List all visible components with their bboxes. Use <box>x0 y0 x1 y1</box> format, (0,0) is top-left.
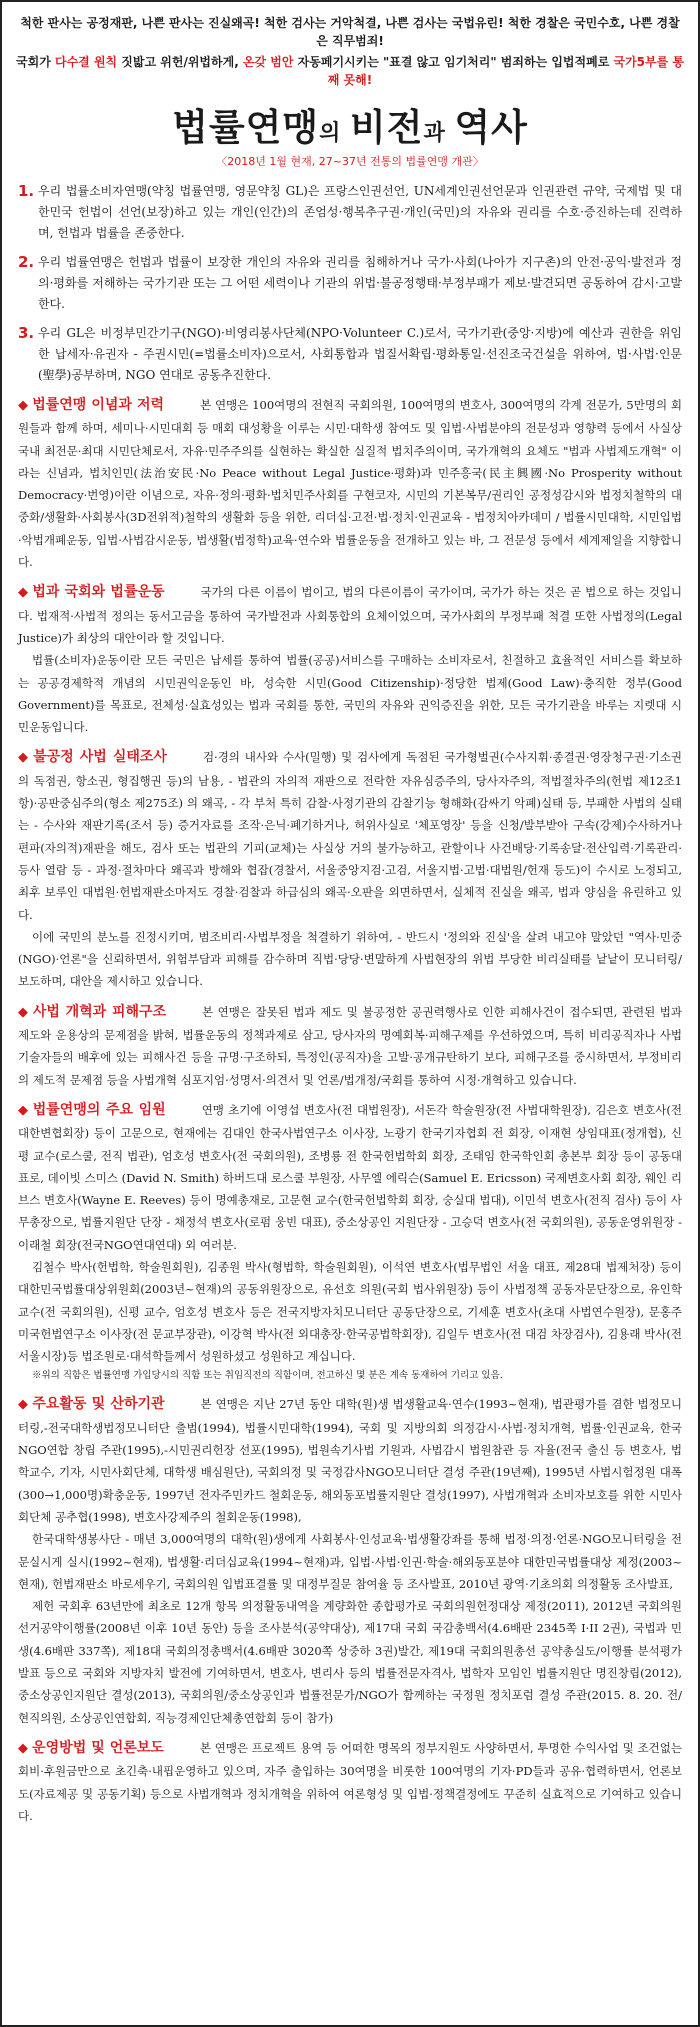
item-text: 우리 GL은 비정부민간기구(NGO)·비영리봉사단체(NPO·Volunteer C.)로서, 국가기관(중앙·지방)에 예산과 권한을 위임한 납세자·유권자 - 주권시민(=법률소비자)으로서, 사회통합과 법질서확립·평화통일·선진조국건설을 위하여, 법·사법·인문(聖學)공부하며, NGO 연대로 공동추진한다. <box>38 326 682 382</box>
slogan-part: 국회가 <box>16 55 55 69</box>
section-paragraph <box>18 1256 682 1367</box>
item-number: 1. <box>18 182 35 200</box>
content <box>2 169 698 1827</box>
section-text: 본 연맹은 지난 27년 동안 대학(원)생 법생활교육·연수(1993~현재), 법관평가를 겸한 법정모니터링,-전국대학생법정모니터단 출범(1994), 법률시민대학(1994), 국회 및 지방의회 의정감시·사법·정치개혁, 법률·인권교육, 한국NGO연합 창립 주관(1995),-시민권리헌장 선포(1995), 법원속기사법 기원과, 사법감시 법원참관 등 자율(전국 출신 등 변호사, 법학교수, 기자, 시민사회단체, 대학생 배심원단), 국회의정 및 국정감사NGO모니터단 결성 주관(19년째), 1995년 사법시험정원 대폭(300→1,000명)확충운동, 1997년 전자주민카드 철회운동, 해외동포법률지원단 결성(1997), 사법개혁과 소비자보호를 위한 시민사회단체 공추협(1998), 변호사강제주의 철회운동(1998), <box>18 1397 682 1524</box>
section-note <box>18 1367 682 1385</box>
section-activities <box>18 1393 682 1728</box>
diamond-bullet-icon: ◆ <box>18 398 29 413</box>
slogan-highlight: 온갖 범안 <box>242 55 294 69</box>
diamond-bullet-icon: ◆ <box>18 1102 29 1118</box>
section-paragraph <box>18 1099 682 1256</box>
section-heading: 법과 국회와 법률운동 <box>32 584 165 601</box>
section-heading: 사법 개혁과 피해구조 <box>32 1003 167 1020</box>
slogan-part: 짓밟고 위헌/위법하게, <box>117 55 243 69</box>
title-word: 법률연맹 <box>172 106 320 149</box>
slogan-line-1: 척한 판사는 공정재판, 나쁜 판사는 진실왜곡! 척한 검사는 거악척결, 나쁜 검사는 국법유린! 척한 경찰은 국민수호, 나쁜 경찰은 직무범죄! <box>20 16 680 48</box>
section-text: 본 연맹은 프로젝트 용역 등 어떠한 명목의 정부지원도 사양하면서, 투명한 수익사업 및 조건없는 회비·후원금만으로 초긴축·내핍운영하고 있으며, 자주 출입하는 30여명을 비롯한 100여명의 기자·PD들과 공유·협력하면서, 언론보도(자료제공 및 공동기획) 등으로 사법개혁과 정치개혁을 위하여 여론형성 및 입법·정책결정에도 꾸준히 실효적으로 기여하고 있습니다. <box>18 1740 682 1823</box>
numbered-item <box>18 323 682 386</box>
section-paragraph <box>18 746 682 925</box>
title-word: 비전 <box>350 106 424 149</box>
header <box>2 2 698 169</box>
section-paragraph <box>18 1393 682 1528</box>
section-heading: 법률연맹의 주요 임원 <box>32 1101 166 1118</box>
diamond-bullet-icon: ◆ <box>18 1004 29 1020</box>
section-judicial-survey <box>18 746 682 992</box>
item-text: 우리 법률연맹은 헌법과 법률이 보장한 개인의 자유와 권리를 침해하거나 국가·사회(나아가 지구촌)의 안전·공익·발전과 정의·평화를 저해하는 국가기관 또는 그 어떤 세력이나 기관의 위법·불공정행태·부정부패가 제보·발견되면 공동하여 감시·고발한다. <box>38 255 682 311</box>
diamond-bullet-icon: ◆ <box>18 1740 29 1756</box>
section-paragraph <box>18 649 682 738</box>
section-paragraph <box>18 581 682 649</box>
numbered-item <box>18 252 682 315</box>
section-ideology <box>18 394 682 573</box>
section-paragraph <box>18 926 682 993</box>
section-text: 본 연맹은 잘못된 법과 제도 및 불공정한 공권력행사로 인한 피해사건이 접수되면, 관련된 법과 제도와 운용상의 문제점을 밝혀, 법률운동의 정책과제로 삼고, 당사자의 명예회복·피해구제를 우선하였으며, 특히 비리공직자나 사법기술자들의 배후에 있는 피해사건 등을 규명·구조하되, 특정인(공직자)을 고발·공개규탄하기 보다, 피해구조를 중시하면서, 부정비리의 제도적 문제점 등을 사법개혁 심포지엄·성명서·의견서 및 언론/법개정/국회를 통하여 시정·개혁하고 있습니다. <box>18 1004 682 1087</box>
section-text: 제헌 국회후 63년만에 최초로 12개 항목 의정활동내역을 계량화한 종합평가로 국회의원헌정대상 제정(2011), 2012년 국회의원 선거공약이행률(2008년 이후 10년 동안) 등을 조사분석(공약대상), 제17대 국회 국감총백서(4.6배판 2345쪽 I·II 2권), 국법과 민생(4.6배판 337쪽), 제18대 국회의정총백서(4.6배판 3020쪽 상중하 3권)발간, 제19대 국회의원총선 공약총실도/이행률 분석평가발표 등으로 국회와 지방자치 발전에 기여하면서, 변호사, 변리사 등의 법률전문자격사, 법학자 모임인 법률지원단 명진창립(2012), 중소상공인지원단 결성(2013), 국회의원/중소상공인과 법률전문가/NGO가 함께하는 국정원 정치포럼 결성 주관(2015. 8. 20. 전/현직의원, 소상공인연합회, 직능경제인단체총연합회 등이 참가) <box>18 1599 682 1725</box>
section-text: 본 연맹은 100여명의 전현직 국회의원, 100여명의 변호사, 300여명의 각계 전문가, 5만명의 회원들과 함께 하며, 세미나·시민대회 등 매회 대성황을 이루는 시민·대학생 참여도 및 입법·사법분야의 전문성과 영향력 등에서 사실상 국내 최전문·최대 시민단체로서, 자유·민주주의를 실현하는 확실한 실질적 법치주의이며, 국가개혁의 요체도 "법과 사법제도개혁" 이라는 신념과, 법치인민(法治安民·No Peace without Legal Justice·평화)과 민주흥국(民主興國·No Prosperity without Democracy·번영)이란 이념으로, 자유·정의·평화·법치민주사회를 구현코자, 시민의 기본복무/권리인 공정성감시와 법정치철학의 대중화/생활화·사회봉사(3D전위적)철학의 생활화 등을 위한, 리더십·고전·법·정치·인권교육 - 법정치아카데미 / 법률시민대학, 시민입법·악법개폐운동, 입법·사법감시운동, 법생활(법정학)교육·연수와 법률운동을 전개하고 있는 바, 그 전문성 등에서 세계제일을 지향합니다. <box>18 398 683 570</box>
section-text: 법률(소비자)운동이란 모든 국민은 납세를 통하여 법률(공공)서비스를 구매하는 소비자로서, 친절하고 효율적인 서비스를 확보하는 공공경제학적 개념의 시민권익운동인 바, 성숙한 시민(Good Citizenship)·정당한 법제(Good Law)·충직한 정부(Good Government)를 목표로, 전체성·실효성있는 법과 국회를 통한, 국민의 자유와 권익증진을 위한, 모든 국가기관을 바루는 지렛대 시민운동입니다. <box>18 653 682 735</box>
section-text: 연맹 초기에 이영섭 변호사(전 대법원장), 서돈각 학술원장(전 사법대학원장), 김은호 변호사(전 대한변협회장) 등이 고문으로, 현재에는 김대인 한국사법연구소 이사장, 노광기 한국기자협회 전 회장, 이재현 상임대표(정개협), 신평 교수(로스쿨, 전직 법관), 엄호성 변호사(전 국회의원), 조병룡 전 한국헌법학회 회장, 조태임 한국학인회 총본부 회장 등이 공동대표로, 데이빗 스미스 (David N. Smith) 하버드대 로스쿨 부원장, 사무엘 에릭슨(Samuel E. Ericsson) 국제변호사회 회장, 웨인 리브스 변호사(Wayne E. Reeves) 등이 명예총재로, 고문현 교수(한국헌법학회 회장, 숭실대 법대), 이민석 변호사(전직 검사) 등이 사무총장으로, 법률지원단 단장 - 채정석 변호사(로펌 웅빈 대표), 중소상공인 지원단장 - 고승덕 변호사(전 국회의원), 공동운영위원장 - 이래철 회장(전국NGO연대연대) 외 여러분. <box>18 1102 682 1252</box>
section-heading: 불공정 사법 실태조사 <box>33 749 167 766</box>
slogan-line-2 <box>16 53 684 89</box>
section-judicial-reform <box>18 1001 682 1091</box>
section-paragraph <box>18 1595 682 1729</box>
slogan-highlight: 국가5부를 통째 못해! <box>327 55 684 87</box>
slogan-part: 자동페기시키는 <box>293 55 383 69</box>
diamond-bullet-icon: ◆ <box>18 1397 29 1413</box>
section-text: 검·경의 내사와 수사(밀행) 및 검사에게 독점된 국가형벌권(수사지휘·종결권·영장청구권·기소권의 독점권, 항소권, 형집행권 등)의 남용, - 법관의 자의적 재판으로 전락한 자유심증주의, 당사자주의, 적법절차주의(헌법 제12조1항)·공판중심주의(형소 제275조) 의 왜곡, - 각 부처 특히 감찰·사정기관의 감찰기능 형해화(감싸기 악폐)실태 등, 부패한 사법의 실태는 - 수사와 재판기록(조서 등) 증거자료를 조작·은닉·폐기하거나, 허위사실로 '체포영장' 등을 신청/발부받아 구속(강제)수사하거나 편파(자의적)재판을 해도, 검사 또는 법관의 기피(교체)는 사실상 거의 불가능하고, 관할이나 사건배당·기록송달·전산입력·기록관리·등사 열람 등 - 과정·절차마다 왜곡과 방해와 협잡(경찰서, 서울중앙지검·고검, 서울지법·고법·대법원/헌재 등도)이 수시로 노정되고, 최후 보루인 대법원·헌법재판소마저도 경찰·검찰과 하급심의 왜곡·오판을 외면하면서, 실체적 진실을 왜곡, 법과 양심을 유린하고 있다. <box>18 750 683 922</box>
slogan-highlight: 다수결 원칙 <box>54 55 118 69</box>
section-paragraph <box>18 1737 682 1827</box>
item-text: 우리 법률소비자연맹(약칭 법률연맹, 영문약칭 GL)은 프랑스인권선언, UN세계인권선언문과 인권관련 규약, 국제법 및 대한민국 헌법이 선언(보장)하고 있는 개인(인간)의 존엄성·행복추구권·개인(국민)의 자유와 권리를 수호·증진하는데 진력하며, 헌법과 법률을 존중한다. <box>38 184 682 240</box>
page-subtitle: 〈2018년 1월 현재, 27~37년 전통의 법률연맹 개관〉 <box>216 155 484 168</box>
section-law-and-assembly <box>18 581 682 738</box>
section-text: ※위의 직함은 법률연맹 가입당시의 직함 또는 취임직전의 직함이며, 전고하신 몇 분은 계속 동재하여 기리고 있음. <box>32 1370 503 1382</box>
section-paragraph <box>18 1001 682 1091</box>
page-title <box>16 97 684 151</box>
item-number: 3. <box>18 324 35 342</box>
slogan-part: "표결 않고 임기처리" <box>383 55 497 69</box>
section-paragraph <box>18 1528 682 1595</box>
title-particle: 과 <box>423 121 455 146</box>
section-paragraph <box>18 394 682 573</box>
section-heading: 법률연맹 이념과 저력 <box>32 397 165 413</box>
section-heading: 주요활동 및 산하기관 <box>32 1396 165 1413</box>
title-particle: 의 <box>319 121 350 146</box>
section-operations <box>18 1737 682 1827</box>
section-text: 국가의 다른 이름이 법이고, 법의 다른이름이 국가이며, 국가가 하는 것은 곧 법으로 하는 것입니다. 법재적·사법적 정의는 동서고금을 통하여 국가발전과 사회통합의 요체이었으며, 국가사회의 부정부패 척결 또한 사법정의(Legal Justice)가 최상의 대안이라 할 것입니다. <box>18 585 683 645</box>
slogan-part: 범죄하는 입법적폐로 <box>496 55 614 69</box>
section-text: 김철수 박사(헌법학, 학술원회원), 김종원 박사(형법학, 학술원회원), 이석연 변호사(법무법인 서울 대표, 제28대 법제처장) 등이 대한민국법률대상위원회(2003년~현재)의 공동위원장으로, 유선호 의원(국회 법사위원장) 등이 사법정책 공동자문단장으로, 유인학 교수(전 국회의원), 신평 교수, 엄호성 변호사 등은 전국지방자치모니터단 공동단장으로, 기세훈 변호사(초대 사법연수원장), 문홍주 미국헌법연구소 이사장(전 문교부장관), 이강혁 박사(전 외대총장·한국공법학회장), 김일두 변호사(전 대검 차장검사), 김용래 박사(전 서울시장)등 법조원로·대석학들께서 성원하셨고 성원하고 계십니다. <box>18 1259 682 1364</box>
title-word: 역사 <box>454 106 528 149</box>
section-officers <box>18 1099 682 1386</box>
title-block <box>16 97 684 169</box>
item-number: 2. <box>18 253 35 271</box>
numbered-item <box>18 181 682 244</box>
section-heading: 운영방법 및 언론보도 <box>32 1739 164 1756</box>
diamond-bullet-icon: ◆ <box>18 585 29 601</box>
section-text: 한국대학생봉사단 - 매년 3,000여명의 대학(원)생에게 사회봉사·인성교육·법생활강좌를 통해 법정·의정·언론·NGO모니터링을 전문실시게 실시(1992~현재), 법생활·리더십교육(1994~현재)과, 입법·사법·인권·학술·해외동포분야 대한민국법률대상 제정(2003~현재), 헌법재판소 바로세우기, 국회의원 입법표결률 및 대정부질문 참여율 등 조사발표, 2010년 광역·기초의회 의정활동 조사발표, <box>18 1532 682 1591</box>
section-text: 이에 국민의 분노를 진정시키며, 범조비리·사법부정을 척결하기 위하여, - 반드시 '정의와 진실'을 살려 내고야 말았던 "역사·민중(NGO)·언론"을 신뢰하면서, 위험부담과 피해를 감수하며 직법·당당·변말하게 사법현장의 위법 부당한 비리실태를 낱낱이 모니터링/보도하며, 대안을 제시하고 있습니다. <box>18 929 682 989</box>
diamond-bullet-icon: ◆ <box>18 750 30 766</box>
